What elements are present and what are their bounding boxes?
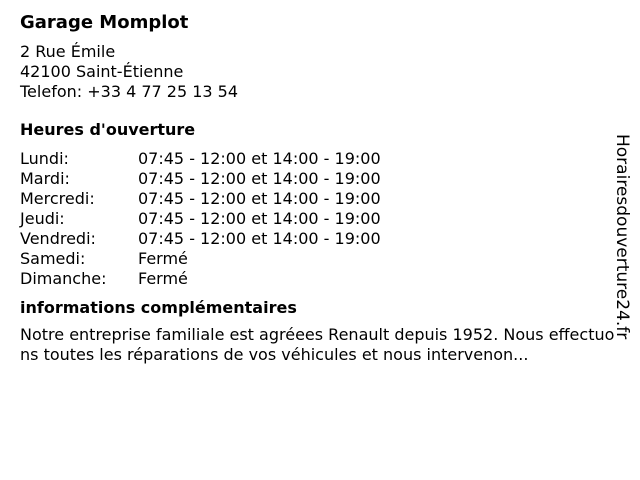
hours-time: 07:45 - 12:00 et 14:00 - 19:00 bbox=[138, 229, 381, 248]
hours-day: Dimanche: bbox=[20, 269, 107, 288]
hours-day: Samedi: bbox=[20, 249, 86, 268]
hours-row-vendredi bbox=[20, 229, 616, 249]
hours-day: Jeudi: bbox=[20, 209, 65, 228]
hours-time: Fermé bbox=[138, 269, 188, 288]
info-text: Notre entreprise familiale est agréees Renault depuis 1952. Nous effectuons toutes les réparations de vos véhicules et nous intervenon... bbox=[20, 325, 615, 364]
hours-time: Fermé bbox=[138, 249, 188, 268]
hours-row-mardi bbox=[20, 169, 616, 189]
hours-day: Lundi: bbox=[20, 149, 69, 168]
hours-table bbox=[20, 149, 616, 289]
hours-row-jeudi bbox=[20, 209, 616, 229]
info-heading: informations complémentaires bbox=[20, 298, 297, 317]
hours-heading: Heures d'ouverture bbox=[20, 120, 196, 139]
hours-time: 07:45 - 12:00 et 14:00 - 19:00 bbox=[138, 169, 381, 188]
address-city: 42100 Saint-Étienne bbox=[20, 62, 184, 81]
business-name: Garage Momplot bbox=[20, 12, 189, 33]
site-watermark: Horairesdouverture24.fr bbox=[612, 134, 632, 340]
hours-row-samedi bbox=[20, 249, 616, 269]
hours-row-dimanche bbox=[20, 269, 616, 289]
address-street: 2 Rue Émile bbox=[20, 42, 116, 61]
hours-day: Mercredi: bbox=[20, 189, 95, 208]
business-card bbox=[20, 10, 616, 365]
hours-time: 07:45 - 12:00 et 14:00 - 19:00 bbox=[138, 149, 381, 168]
hours-time: 07:45 - 12:00 et 14:00 - 19:00 bbox=[138, 189, 381, 208]
hours-day: Vendredi: bbox=[20, 229, 96, 248]
hours-row-mercredi bbox=[20, 189, 616, 209]
hours-day: Mardi: bbox=[20, 169, 70, 188]
phone-number: Telefon: +33 4 77 25 13 54 bbox=[20, 82, 239, 101]
hours-time: 07:45 - 12:00 et 14:00 - 19:00 bbox=[138, 209, 381, 228]
hours-row-lundi bbox=[20, 149, 616, 169]
